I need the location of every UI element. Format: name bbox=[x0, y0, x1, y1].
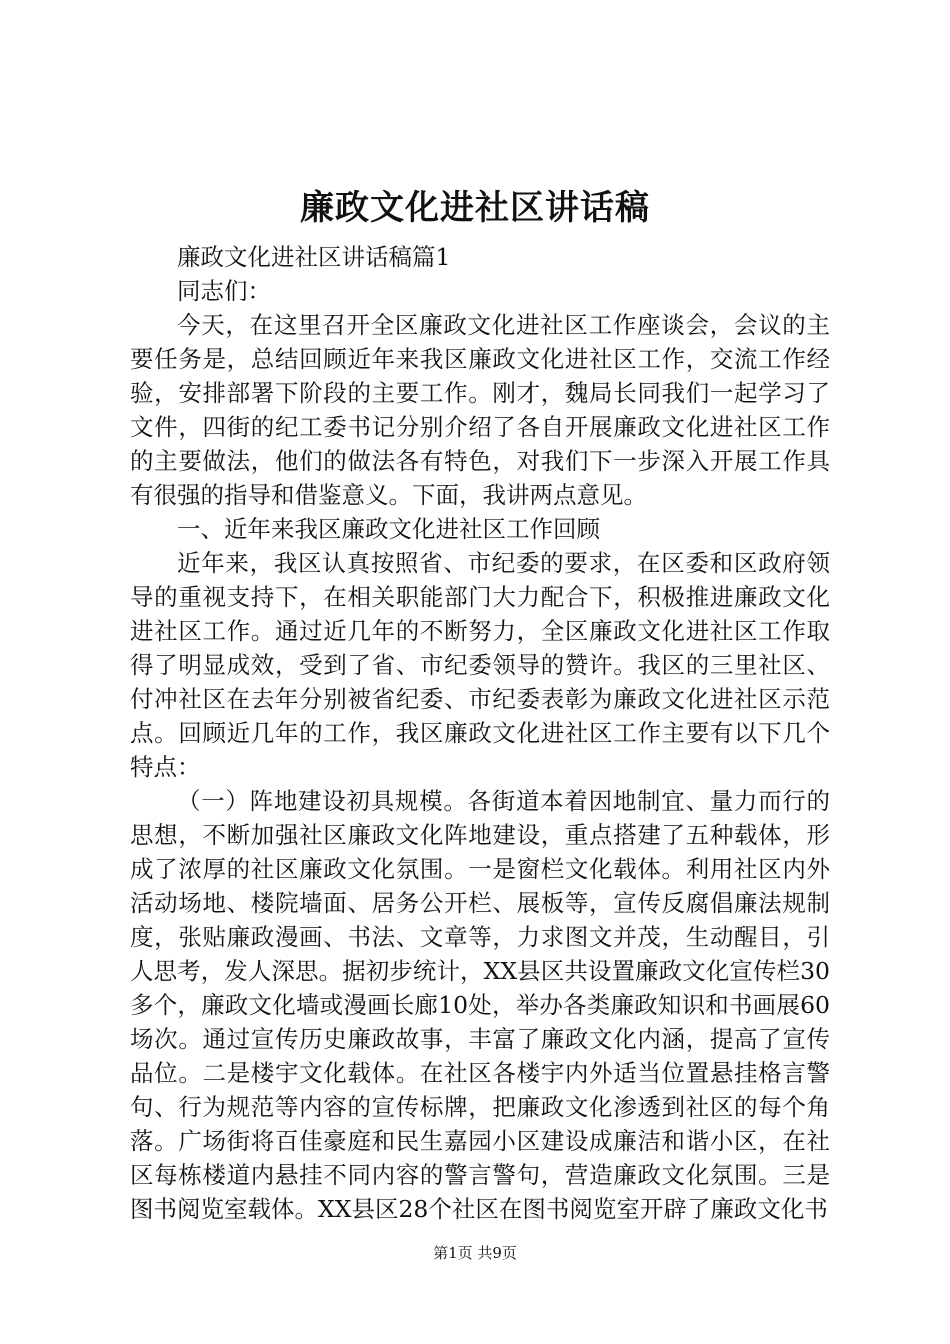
body-paragraph: 今天，在这里召开全区廉政文化进社区工作座谈会，会议的主要任务是，总结回顾近年来我区廉政文化进社区工作，交流工作经验，安排部署下阶段的主要工作。刚才，魏局长同我们一起学习了文件，四街的纪工委书记分别介绍了各自开展廉政文化进社区工作的主要做法，他们的做法各有特色，对我们下一步深入开展工作具有很强的指导和借鉴意义。下面，我讲两点意见。 bbox=[130, 311, 830, 509]
document-title: 廉政文化进社区讲话稿 bbox=[300, 188, 650, 228]
page-footer: 第1页 共9页 bbox=[433, 1244, 517, 1262]
salutation: 同志们： bbox=[177, 277, 271, 305]
body-paragraph: （一）阵地建设初具规模。各街道本着因地制宜、量力而行的思想，不断加强社区廉政文化阵地建设，重点搭建了五种载体，形成了浓厚的社区廉政文化氛围。一是窗栏文化载体。利用社区内外活动场地、楼院墙面、居务公开栏、展板等，宣传反腐倡廉法规制度，张贴廉政漫画、书法、文章等，力求图文并茂，生动醒目，引人思考，发人深思。据初步统计，XX县区共设置廉政文化宣传栏30多个，廉政文化墙或漫画长廊10处，举办各类廉政知识和书画展60场次。通过宣传历史廉政故事，丰富了廉政文化内涵，提高了宣传品位。二是楼宇文化载体。在社区各楼宇内外适当位置悬挂格言警句、行为规范等内容的宣传标牌，把廉政文化渗透到社区的每个角落。广场街将百佳豪庭和民生嘉园小区建设成廉洁和谐小区，在社区每栋楼道内悬挂不同内容的警言警句，营造廉政文化氛围。三是图书阅览室载体。XX县区28个社区在图书阅览室开辟了廉政文化书 bbox=[130, 787, 830, 1223]
section-heading: 一、近年来我区廉政文化进社区工作回顾 bbox=[177, 515, 600, 543]
body-paragraph: 近年来，我区认真按照省、市纪委的要求，在区委和区政府领导的重视支持下，在相关职能部门大力配合下，积极推进廉政文化进社区工作。通过近几年的不断努力，全区廉政文化进社区工作取得了明显成效，受到了省、市纪委领导的赞许。我区的三里社区、付冲社区在去年分别被省纪委、市纪委表彰为廉政文化进社区示范点。回顾近几年的工作，我区廉政文化进社区工作主要有以下几个特点： bbox=[130, 549, 830, 781]
document-body bbox=[130, 240, 830, 1226]
section-subtitle: 廉政文化进社区讲话稿篇1 bbox=[177, 243, 451, 271]
